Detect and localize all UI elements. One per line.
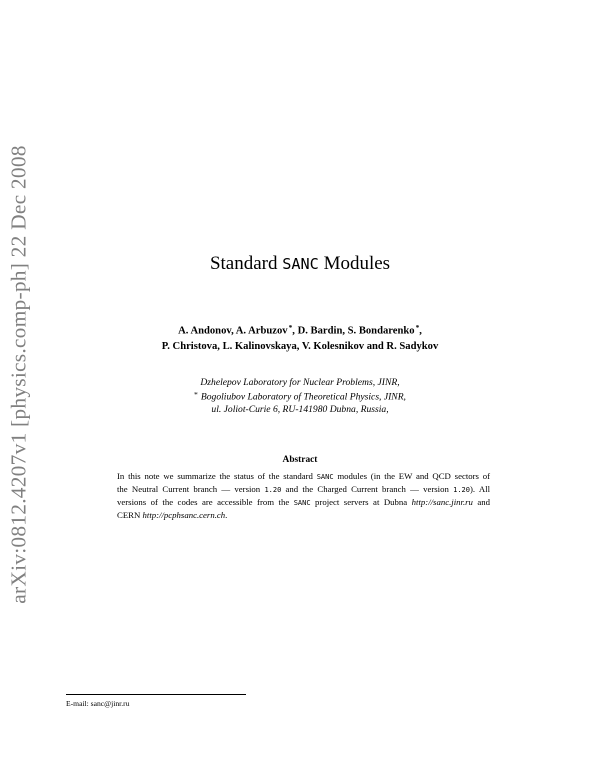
affiliation-block [0,377,600,416]
dubna-server-url: http://sanc.jinr.ru [411,497,473,507]
author-line-1 [0,320,600,339]
author-text-1: A. Andonov, A. Arbuzov [178,325,288,337]
abstract-line-4 [117,509,490,521]
abstract-heading: Abstract [282,455,318,465]
abstract-version: 1.20 [264,486,282,494]
abstract-text: modules (in the EW and QCD sectors of [337,471,491,481]
arxiv-identifier: arXiv:0812.4207v1 [physics.comp-ph] 22 Dec 2008 [6,144,31,604]
author-line-2: P. Christova, L. Kalinovskaya, V. Kolesnikov and R. Sadykov [161,341,439,353]
author-affiliation-mark-1: * [288,323,293,332]
affiliation-line-2-text: Bogoliubov Laboratory of Theoretical Physics, JINR, [200,391,406,403]
arxiv-identifier-stamp [2,144,36,604]
abstract-text: and [477,497,491,507]
abstract-text: the Neutral Current branch — version [117,484,261,494]
affiliation-line-3: ul. Joliot-Curie 6, RU-141980 Dubna, Russia, [211,403,389,415]
author-affiliation-mark-2: * [415,323,420,332]
abstract-text: In this note we summarize the status of the standard [117,471,313,481]
abstract-text: CERN [117,510,141,520]
cern-server-url: http://pcphsanc.cern.ch [142,510,226,520]
author-text-3: , [419,325,422,337]
abstract-line-3 [117,496,490,509]
title-suffix: Modules [323,253,391,274]
abstract-text: ). All [469,484,491,494]
footnote-email: E-mail: sanc@jinr.ru [66,699,130,708]
abstract-line-2 [117,483,490,496]
abstract-version: 1.20 [453,486,470,494]
footnote-rule [66,694,246,695]
abstract-code: SANC [316,473,334,481]
affiliation-line-1: Dzhelepov Laboratory for Nuclear Problems, JINR, [200,377,400,388]
abstract-text: versions of the codes are accessible from the [117,497,290,507]
paper-title [0,252,600,276]
author-text-2: , D. Bardin, S. Bondarenko [292,325,415,337]
author-list [0,320,600,355]
affiliation-mark: * [194,390,198,399]
abstract-text: project servers at Dubna [315,497,408,507]
title-code: SANC [282,255,319,273]
abstract-code: SANC [293,499,311,507]
affiliation-line-2 [0,389,600,404]
title-prefix: Standard [209,253,278,274]
abstract-text: . [225,510,228,520]
abstract-body [117,470,490,521]
abstract-line-1 [117,470,490,483]
abstract-text: and the Charged Current branch — version [285,484,449,494]
